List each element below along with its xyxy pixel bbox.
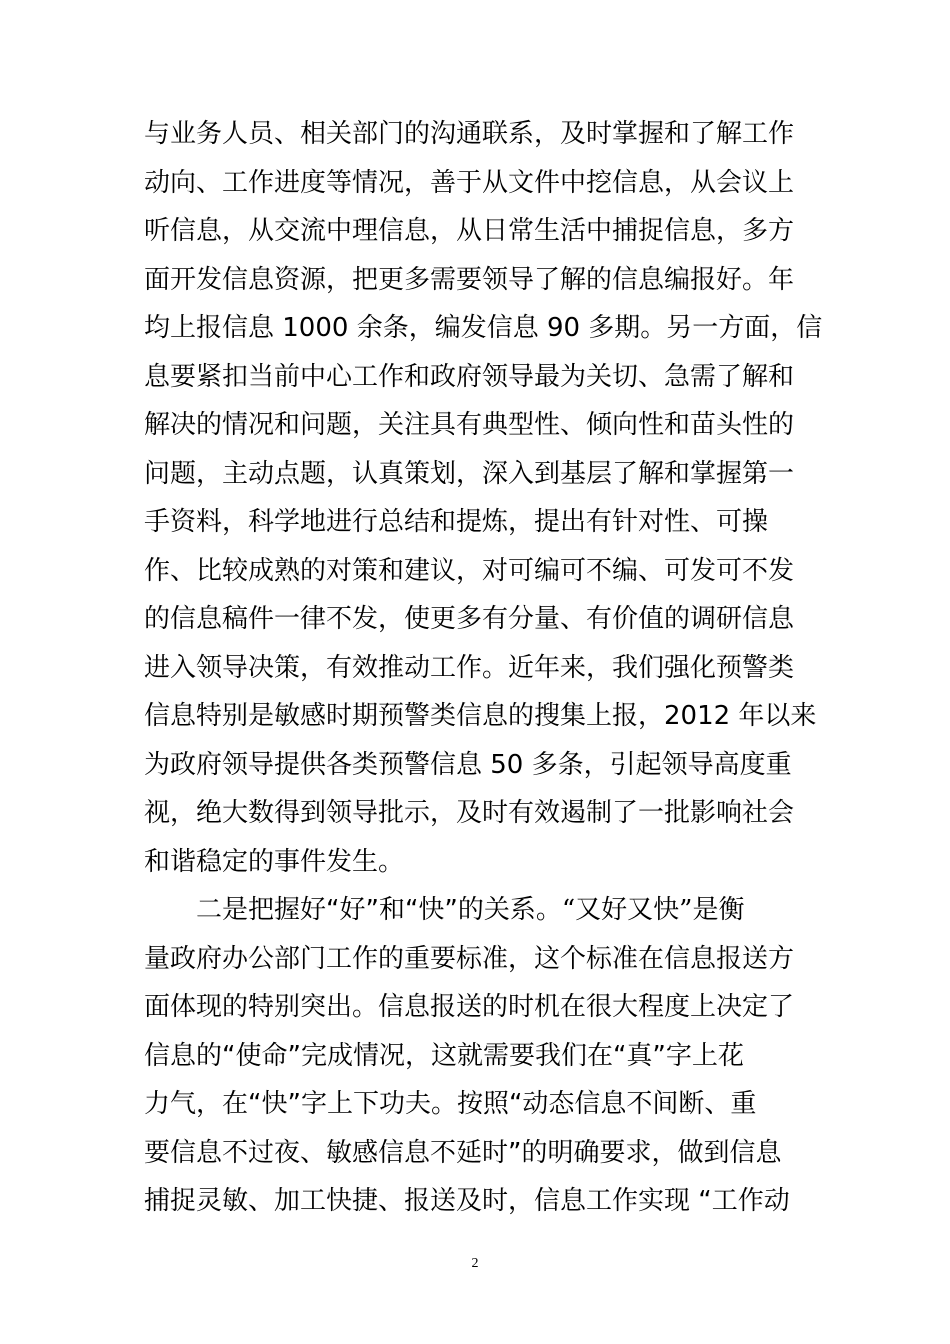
- paragraph-2-first-line: [144, 886, 814, 935]
- paragraph-2-lead: 二是把握好“好”和“快”的关系。: [196, 895, 562, 925]
- text-line: 为政府领导提供各类预警信息 50 多条，引起领导高度重: [144, 749, 792, 780]
- text-line: 息要紧扣当前中心工作和政府领导最为关切、急需了解和: [144, 361, 795, 392]
- text-line: 作、比较成熟的对策和建议，对可编可不编、可发可不发: [144, 555, 795, 586]
- text-line: 问题，主动点题，认真策划，深入到基层了解和掌握第一: [144, 458, 795, 489]
- body-text: [144, 110, 823, 1226]
- text-line: 和谐稳定的事件发生。: [144, 846, 405, 877]
- text-line: 动向、工作进度等情况，善于从文件中挖信息，从会议上: [144, 167, 795, 198]
- text-line: 视，绝大数得到领导批示，及时有效遏制了一批影响社会: [144, 798, 795, 828]
- text-line: 量政府办公部门工作的重要标准，这个标准在信息报送方: [144, 943, 795, 974]
- text-line: 听信息，从交流中理信息，从日常生活中捕捉信息，多方: [144, 216, 795, 246]
- text-line: 均上报信息 1000 余条，编发信息 90 多期。另一方面，信: [144, 313, 823, 343]
- paragraph-2-quote: “又好又快”是衡: [561, 895, 745, 925]
- text-line: 信息的“使命”完成情况，这就需要我们在“真”字上花: [144, 1040, 744, 1071]
- text-line: 解决的情况和问题，关注具有典型性、倾向性和苗头性的: [144, 410, 795, 440]
- text-line: 捕捉灵敏、加工快捷、报送及时，信息工作实现 “工作动: [144, 1186, 790, 1216]
- text-line: 面开发信息资源，把更多需要领导了解的信息编报好。年: [144, 264, 795, 295]
- text-line: 信息特别是敏感时期预警类信息的搜集上报，2012 年以来: [144, 701, 817, 731]
- text-line: 与业务人员、相关部门的沟通联系，及时掌握和了解工作: [144, 119, 795, 149]
- text-line: 的信息稿件一律不发，使更多有分量、有价值的调研信息: [144, 604, 795, 634]
- text-line: 要信息不过夜、敏感信息不延时”的明确要求，做到信息: [144, 1137, 782, 1168]
- text-line: 手资料，科学地进行总结和提炼，提出有针对性、可操: [144, 507, 769, 537]
- text-line: 进入领导决策，有效推动工作。近年来，我们强化预警类: [144, 652, 795, 683]
- text-line: 力气，在“快”字上下功夫。按照“动态信息不间断、重: [144, 1089, 757, 1119]
- page-number: 2: [471, 1256, 479, 1271]
- text-line: 面体现的特别突出。信息报送的时机在很大程度上决定了: [144, 992, 795, 1022]
